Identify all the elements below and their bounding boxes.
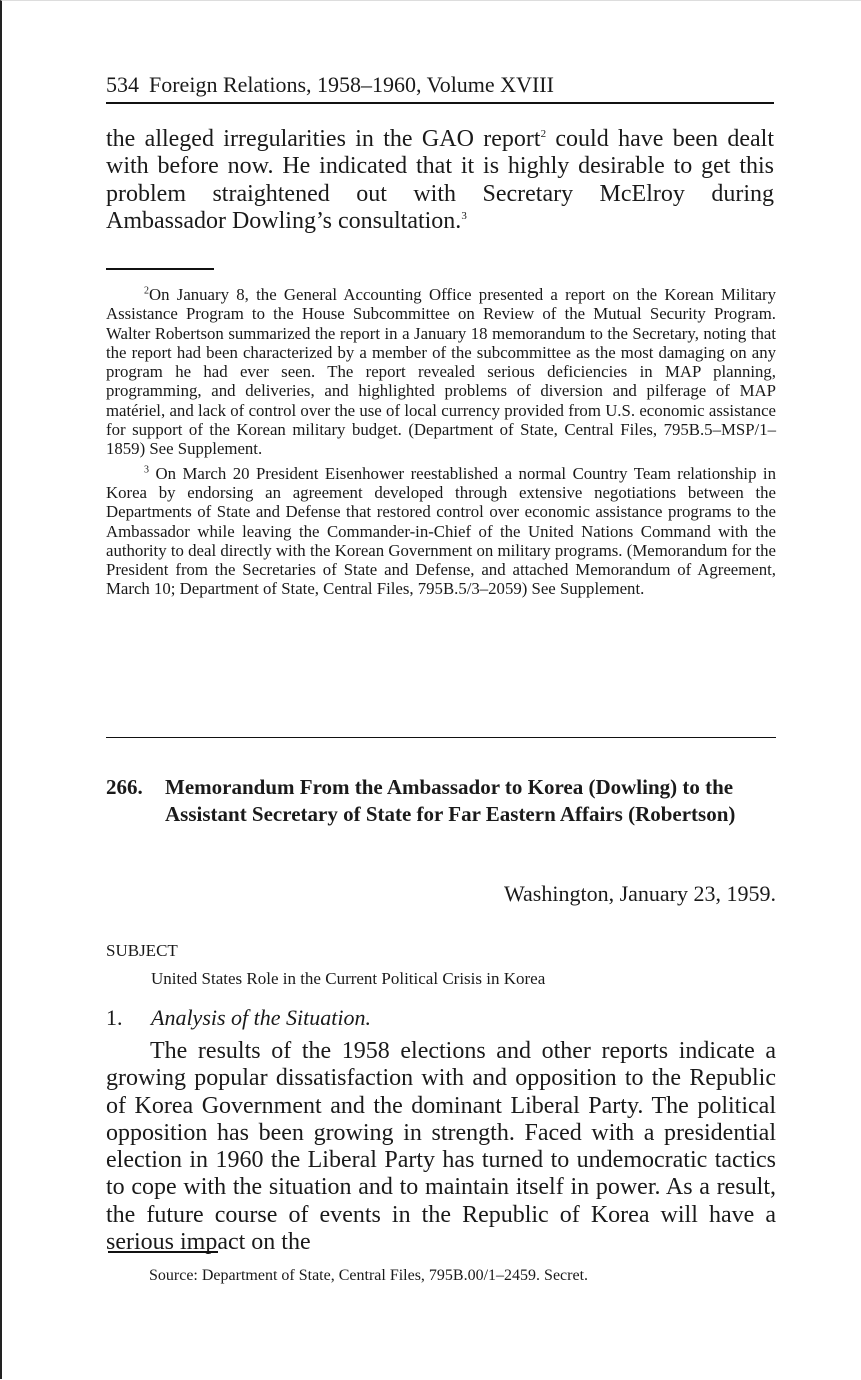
document-number: 266.	[106, 775, 143, 799]
main-paragraph-text: The results of the 1958 elections and other reports indicate a growing popular dissatisfaction with and opposition to the Republic of Korea Government and the dominant Liberal Party. The political opposition has been growing in strength. Faced with a presidential election in 1960 the Liberal Party has turned to undemocratic tactics to cope with the situation and to maintain itself in power. As a result, the future course of events in the Republic of Korea will have a serious impact on the	[106, 1038, 776, 1256]
footnote-ref-2[interactable]: 2	[540, 128, 547, 140]
footnote-2	[106, 285, 776, 459]
section-number: 1.	[106, 1005, 123, 1030]
source-note-rule	[108, 1251, 218, 1253]
subject-text: United States Role in the Current Political Crisis in Korea	[151, 969, 546, 988]
footnote-rule	[106, 268, 214, 270]
footnote-text: On March 20 President Eisenhower reestablished a normal Country Team relationship in Korea by endorsing an agreement developed through extensive negotiations between the Departments of State and Defense that restored control over economic assistance programs to the Ambassador while leaving the Commander-in-Chief of the United Nations Command with the authority to deal directly with the Korean Government on military programs. (Memorandum for the President from the Secretaries of State and Defense, and attached Memorandum of Agreement, March 10; Department of State, Central Files, 795B.5/3–2059) See Supplement.	[106, 463, 776, 599]
footnote-3	[106, 464, 776, 599]
continued-paragraph	[106, 126, 774, 235]
running-header	[106, 72, 774, 104]
section-title: Analysis of the Situation.	[151, 1005, 371, 1030]
section-heading	[106, 1004, 371, 1032]
footnotes	[106, 285, 776, 604]
subject-label: SUBJECT	[106, 941, 178, 960]
footnote-ref-3[interactable]: 3	[461, 209, 467, 222]
footnote-text: On January 8, the General Accounting Office presented a report on the Korean Military Assistance Program to the House Subcommittee on Review of the Mutual Security Program. Walter Robertson summarized the report in a January 18 memorandum to the Secretary, noting that the report had been characterized by a member of the subcommittee as the most damaging on any program he had ever seen. The report revealed serious deficiencies in MAP planning, programming, and deliveries, and highlighted problems of diversion and pilferage of MAP matériel, and lack of control over the use of local currency provided from U.S. economic assistance for support of the Korean military budget. (Department of State, Central Files, 795B.5–MSP/1–1859) See Supplement.	[106, 285, 776, 459]
page-number: 534	[106, 72, 139, 97]
volume-title: Foreign Relations, 1958–1960, Volume XVIII	[149, 72, 554, 97]
main-paragraph	[106, 1038, 776, 1256]
document-title: Memorandum From the Ambassador to Korea (Dowling) to the Assistant Secretary of State for Far Eastern Affairs (Robertson)	[165, 775, 736, 826]
document-heading	[106, 774, 766, 827]
document-separator-rule	[106, 737, 776, 738]
continued-paragraph-text: the alleged irregularities in the GAO report$^2$ could have been dealt with before now. He indicated that it is highly desirable to get this problem straightened out with Secretary McElroy during Ambassador Dowling’s consultation.$^3$	[106, 126, 774, 234]
footnote-marker: 3	[144, 464, 149, 476]
source-note: Source: Department of State, Central Files, 795B.00/1–2459. Secret.	[149, 1267, 589, 1284]
dateline: Washington, January 23, 1959.	[504, 881, 776, 906]
footnote-marker: 2	[144, 285, 149, 297]
